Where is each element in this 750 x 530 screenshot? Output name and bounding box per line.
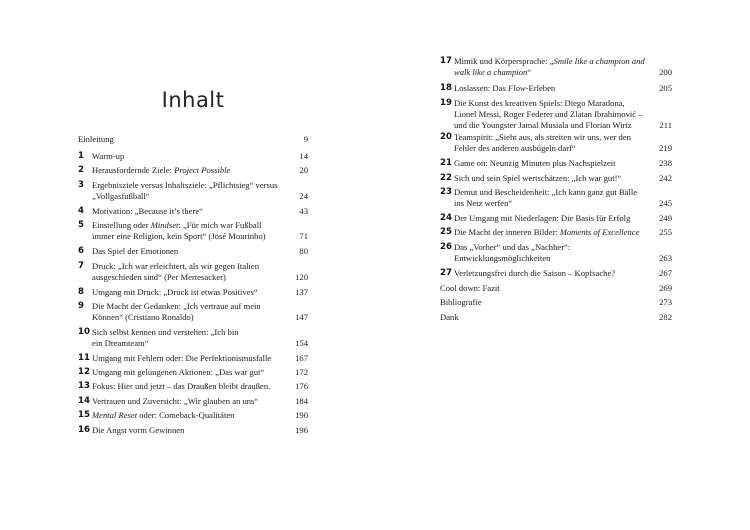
- toc-entry: [440, 312, 672, 323]
- chapter-title: Mental Reset oder: Comeback-Qualitäten: [92, 410, 235, 420]
- page-number: 167: [295, 353, 308, 363]
- chapter-number: 24: [440, 213, 452, 223]
- chapter-number: 27: [440, 268, 452, 278]
- page-number: 190: [295, 410, 308, 420]
- toc-entry: [78, 220, 308, 242]
- chapter-title: Sich und sein Spiel wertschätzen: „Ich war gut!“: [454, 173, 622, 183]
- toc-entry: [440, 268, 672, 279]
- toc-entry: [78, 261, 308, 283]
- chapter-title: Umgang mit Druck: „Druck ist etwas Positives“: [92, 287, 258, 297]
- toc-entry: [440, 242, 672, 264]
- chapter-title: Einstellung oder Mindset: „Für mich war Fußball immer eine Religion, kein Sport“ (José Mourinho): [92, 220, 266, 242]
- chapter-number: 10: [78, 327, 90, 337]
- chapter-number: 19: [440, 98, 452, 108]
- chapter-title: Das Spiel der Emotionen: [92, 246, 179, 256]
- chapter-number: 21: [440, 158, 452, 168]
- toc-entry: [78, 151, 308, 162]
- chapter-title: Dank: [440, 312, 459, 322]
- chapter-title: Motivation: „Because it’s there“: [92, 206, 203, 216]
- page-number: 43: [299, 206, 308, 216]
- page-number: 184: [295, 396, 308, 406]
- chapter-number: 25: [440, 227, 452, 237]
- page-number: 263: [659, 253, 672, 264]
- page-number: 71: [299, 231, 308, 242]
- chapter-number: 5: [78, 220, 84, 230]
- toc-entry: [78, 381, 308, 392]
- page-number: 205: [659, 83, 672, 93]
- page-number: 9: [303, 134, 308, 144]
- page-number: 196: [295, 425, 308, 435]
- toc-entry: [440, 158, 672, 169]
- chapter-title: Umgang mit gelungenen Aktionen: „Das war gut“: [92, 367, 265, 377]
- toc-entry: [78, 367, 308, 378]
- toc-entry: [440, 213, 672, 224]
- chapter-title: Herausfordernde Ziele: Project Possible: [92, 165, 231, 175]
- page-number: 176: [295, 381, 308, 391]
- page-number: 200: [659, 67, 672, 78]
- toc-entry: [440, 98, 672, 132]
- page-number: 211: [659, 120, 672, 131]
- toc-entry: [440, 187, 672, 209]
- toc-entry: [78, 134, 308, 145]
- chapter-title: Fokus: Hier und jetzt – das Draußen bleibt draußen.: [92, 381, 271, 391]
- chapter-number: 22: [440, 173, 452, 183]
- chapter-number: 8: [78, 287, 84, 297]
- chapter-number: 1: [78, 151, 84, 161]
- toc-entry: [78, 165, 308, 176]
- page-number: 80: [299, 246, 308, 256]
- page-title: Inhalt: [161, 88, 225, 112]
- page-number: 219: [659, 143, 672, 154]
- toc-entry: [440, 297, 672, 308]
- toc-entry: [78, 327, 308, 349]
- page-number: 137: [295, 287, 308, 297]
- chapter-number: 6: [78, 246, 84, 256]
- chapter-number: 15: [78, 410, 90, 420]
- toc-entry: [440, 56, 672, 78]
- chapter-title: Game on: Neunzig Minuten plus Nachspielzeit: [454, 158, 616, 168]
- chapter-number: 3: [78, 180, 84, 190]
- page-number: 249: [659, 213, 672, 223]
- page-number: 172: [295, 367, 308, 377]
- toc-entry: [78, 353, 308, 364]
- toc-entry: [78, 425, 308, 436]
- right-page: [375, 0, 750, 530]
- chapter-title: Der Umgang mit Niederlagen: Die Basis für Erfolg: [454, 213, 631, 223]
- chapter-title: Mimik und Körpersprache: „Smile like a champion and walk like a champion“: [454, 56, 645, 78]
- toc-entry: [440, 283, 672, 294]
- page-number: 120: [295, 272, 308, 283]
- chapter-title: Die Macht der Gedanken: „Ich vertraue auf mein Können“ (Cristiano Ronaldo): [92, 301, 261, 323]
- chapter-title: Teamspirit: „Sieht aus, als streiten wir uns, wer den Fehler des anderen ausbügeln darf“: [454, 132, 631, 154]
- chapter-number: 13: [78, 381, 90, 391]
- chapter-number: 4: [78, 206, 84, 216]
- page-number: 20: [299, 165, 308, 175]
- page-number: 245: [659, 198, 672, 209]
- chapter-number: 23: [440, 187, 452, 197]
- chapter-title: Die Macht der inneren Bilder: Moments of Excellence: [454, 227, 640, 237]
- toc-entry: [440, 227, 672, 238]
- chapter-title: Die Angst vorm Gewinnen: [92, 425, 185, 435]
- page-number: 154: [295, 338, 308, 349]
- chapter-title: Demut und Bescheidenheit: „Ich kann ganz gut Bälle ins Netz werfen“: [454, 187, 638, 209]
- chapter-number: 9: [78, 301, 84, 311]
- toc-entry: [78, 246, 308, 257]
- toc-entry: [78, 410, 308, 421]
- chapter-number: 12: [78, 367, 90, 377]
- page-number: 24: [299, 191, 308, 202]
- page-number: 267: [659, 268, 672, 278]
- chapter-number: 16: [78, 425, 90, 435]
- page-number: 282: [659, 312, 672, 322]
- chapter-number: 26: [440, 242, 452, 252]
- chapter-title: Das „Vorher“ und das „Nachher“: Entwicklungsmöglichkeiten: [454, 242, 571, 264]
- chapter-title: Cool down: Fazit: [440, 283, 500, 293]
- chapter-title: Bibliografie: [440, 297, 482, 307]
- chapter-title: Warm-up: [92, 151, 125, 161]
- page-number: 14: [299, 151, 308, 161]
- toc-entry: [78, 396, 308, 407]
- toc-entry: [78, 206, 308, 217]
- page-number: 147: [295, 312, 308, 323]
- chapter-title: Umgang mit Fehlern oder: Die Perfektionismusfalle: [92, 353, 272, 363]
- chapter-number: 7: [78, 261, 84, 271]
- chapter-title: Ergebnisziele versus Inhaltsziele: „Pflichtsieg“ versus „Vollgasfußball“: [92, 180, 278, 202]
- toc-entry: [78, 301, 308, 323]
- page-number: 269: [659, 283, 672, 293]
- chapter-title: Vertrauen und Zuversicht: „Wir glauben an uns“: [92, 396, 259, 406]
- chapter-title: Die Kunst des kreativen Spiels: Diego Maradona, Lionel Messi, Roger Federer und Zlatan Ibrahimović – und die Youngster Jamal Musiala und Florian Wirtz: [454, 98, 643, 131]
- chapter-title: Sich selbst kennen und verstehen: „Ich bin ein Dreamteam“: [92, 327, 239, 349]
- toc-entry: [78, 180, 308, 202]
- chapter-title: Einleitung: [78, 134, 114, 144]
- chapter-number: 17: [440, 56, 452, 66]
- chapter-number: 14: [78, 396, 90, 406]
- page-number: 255: [659, 227, 672, 237]
- toc-entry: [78, 287, 308, 298]
- chapter-number: 2: [78, 165, 84, 175]
- toc-entry: [440, 132, 672, 154]
- toc-entry: [440, 173, 672, 184]
- chapter-number: 11: [78, 353, 90, 363]
- chapter-number: 20: [440, 132, 452, 142]
- chapter-title: Verletzungsfrei durch die Saison – Kopfsache?: [454, 268, 616, 278]
- chapter-title: Loslassen: Das Flow-Erleben: [454, 83, 556, 93]
- page-number: 238: [659, 158, 672, 168]
- chapter-title: Druck: „Ich war erleichtert, als wir gegen Italien ausgeschieden sind“ (Per Mertesacker): [92, 261, 260, 283]
- page-number: 242: [659, 173, 672, 183]
- chapter-number: 18: [440, 83, 452, 93]
- toc-entry: [440, 83, 672, 94]
- page-number: 273: [659, 297, 672, 307]
